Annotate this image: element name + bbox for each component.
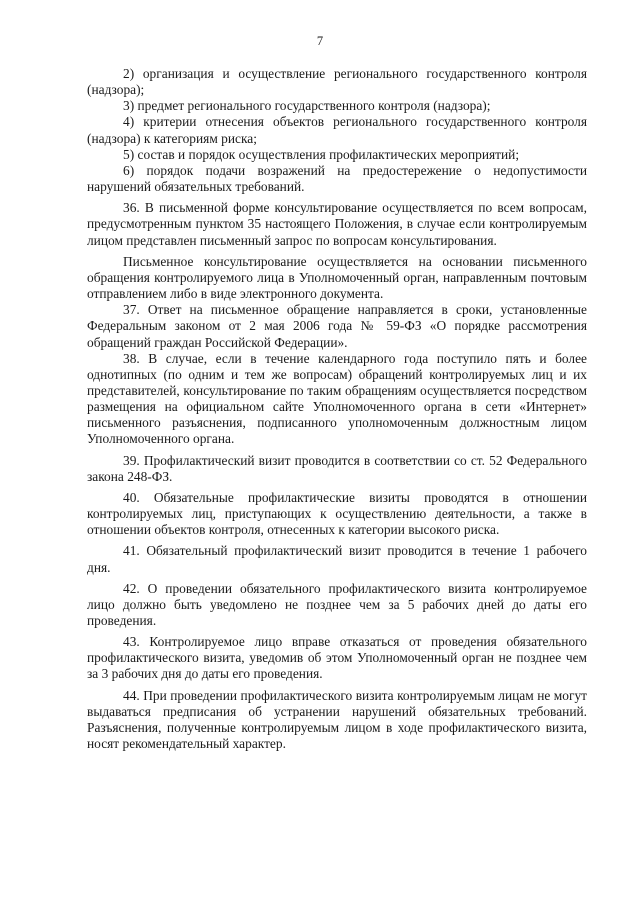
paragraph-item-3: 3) предмет регионального государственного контроля (надзора); (123, 98, 491, 114)
paragraph-43: 43. Контролируемое лицо вправе отказаться от проведения обязательного профилактического визита, уведомив об этом Уполномоченный орган не позднее чем за 3 рабочих дня до даты его проведения. (87, 634, 587, 682)
paragraph-40: 40. Обязательные профилактические визиты проводятся в отношении контролируемых лиц, приступающих к осуществлению деятельности, а также в отношении объектов контроля, отнесенных к категории высокого риска. (87, 489, 587, 538)
paragraph-39: 39. Профилактический визит проводится в соответствии со ст. 52 Федерального закона 248-ФЗ. (87, 452, 587, 484)
paragraph-42: 42. О проведении обязательного профилактического визита контролируемое лицо должно быть уведомлено не позднее чем за 5 рабочих дней до даты его проведения. (87, 580, 587, 628)
paragraph-38: 38. В случае, если в течение календарного года поступило пять и более однотипных (по одним и тем же вопросам) обращений контролируемых лиц и их представителей, консультирование по таким обращениям осуществляется посредством размещения на официальном сайте Уполномоченного органа в сети «Интернет» письменного разъяснения, подписанного уполномоченным должностным лицом Уполномоченного органа. (87, 350, 587, 447)
paragraph-item-4: 4) критерии отнесения объектов регионального государственного контроля (надзора) к категориям риска; (87, 114, 587, 146)
paragraph-written-consulting: Письменное консультирование осуществляется на основании письменного обращения контролируемого лица в Уполномоченный орган, направленным почтовым отправлением либо в виде электронного документа. (87, 253, 587, 302)
paragraph-item-5: 5) состав и порядок осуществления профилактических мероприятий; (123, 146, 520, 162)
paragraph-44: 44. При проведении профилактического визита контролируемым лицам не могут выдаваться предписания об устранении нарушений обязательных требований. Разъяснения, полученные контролируемым лицом в ходе профилактического визита, носят рекомендательный характер. (87, 687, 587, 752)
page-number: 7 (316, 34, 324, 48)
paragraph-37: 37. Ответ на письменное обращение направляется в сроки, установленные Федеральным законом от 2 мая 2006 года № 59-ФЗ «О порядке рассмотрения обращений граждан Российской Федерации». (87, 302, 587, 350)
document-body (87, 66, 587, 752)
paragraph-36: 36. В письменной форме консультирование осуществляется по всем вопросам, предусмотренным пунктом 35 настоящего Положения, в случае если контролируемым лицом представлен письменный запрос по вопросам консультирования. (87, 200, 587, 248)
paragraph-item-6: 6) порядок подачи возражений на предостережение о недопустимости нарушений обязательных требований. (87, 162, 587, 195)
paragraph-41: 41. Обязательный профилактический визит проводится в течение 1 рабочего дня. (87, 543, 587, 575)
paragraph-item-2: 2) организация и осуществление регионального государственного контроля (надзора); (87, 66, 587, 98)
